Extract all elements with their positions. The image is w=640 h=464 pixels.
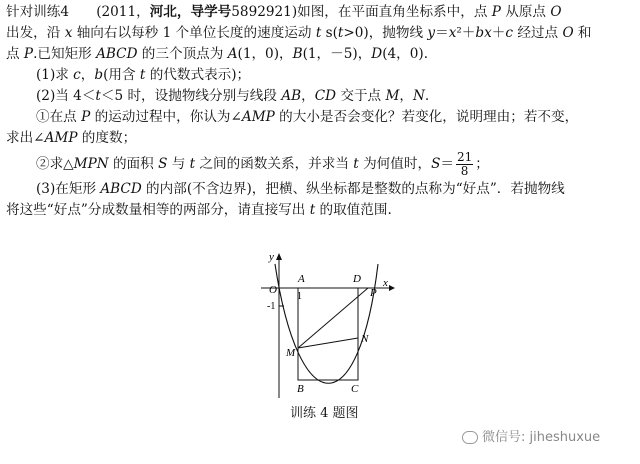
text-segment: t [337, 25, 344, 41]
text-segment: B [292, 46, 303, 62]
text-segment: 的内部(不含边界)，把横、纵坐标都是整数的点称为“好点”．若抛物线 [141, 181, 565, 197]
text-segment: s( [321, 25, 338, 41]
fraction-numerator: 21 [456, 150, 473, 164]
text-segment: 与 [167, 156, 190, 172]
coordinate-figure [255, 248, 405, 403]
text-segment: ①在点 [36, 109, 82, 125]
text-segment: 河北，导学号 [149, 4, 232, 20]
text-segment: 的面积 [108, 156, 159, 172]
text-segment: (3)在矩形 [36, 181, 101, 197]
label-c: C [351, 383, 359, 395]
text-segment: c [73, 67, 81, 83]
text-line [6, 149, 634, 179]
wechat-icon [462, 431, 478, 444]
text-line [6, 2, 634, 23]
text-segment: 为何值时， [358, 156, 432, 172]
label-x: x [383, 277, 388, 289]
wechat-text: 微信号: jiheshuxue [482, 430, 601, 445]
text-segment: M [385, 88, 400, 104]
x-axis-arrow [389, 285, 395, 291]
text-segment: S [158, 156, 168, 172]
label-o: O [269, 284, 277, 296]
text-segment: O [550, 4, 562, 20]
text-segment: (1)求 [36, 67, 74, 83]
label-m: M [286, 347, 296, 359]
text-segment: P [491, 4, 501, 20]
text-segment: ＋ [491, 25, 506, 41]
text-segment: ＝ [440, 156, 454, 172]
text-segment: ＝ [435, 25, 449, 41]
text-segment: 5892921 [231, 4, 292, 20]
figure-caption: 训练 4 题图 [290, 406, 359, 421]
text-segment: t [95, 88, 101, 104]
text-segment: )如图，在平面直角坐标系中，点 [291, 4, 492, 20]
wechat-watermark [462, 426, 600, 445]
problem-text [6, 2, 634, 221]
text-segment: 的代数式表示)； [145, 67, 251, 83]
text-segment: (4，0). [382, 46, 429, 62]
text-segment: 的大小是否会变化？若变化，说明理由；若不变， [274, 109, 579, 125]
text-segment: CD [314, 88, 337, 104]
text-segment: 的取值范围. [315, 202, 392, 218]
text-segment: 针对训练4 (2011， [6, 4, 150, 20]
label-y: y [269, 251, 274, 263]
text-segment: ， [80, 67, 95, 83]
text-line [6, 179, 634, 200]
text-segment: (1，0)， [237, 46, 293, 62]
text-line [6, 65, 634, 86]
text-segment: ²＋ [456, 25, 476, 41]
text-segment: O [562, 25, 574, 41]
rectangle-abcd [298, 288, 358, 380]
text-segment: P [81, 109, 91, 125]
text-segment: ABCD [100, 181, 142, 197]
text-segment: ， [301, 88, 315, 104]
text-segment: 求出∠ [6, 130, 45, 146]
text-line [6, 44, 634, 65]
text-segment: t [315, 25, 322, 41]
text-segment: 将这些“好点”分成数量相等的两部分，请直接写出 [6, 202, 310, 218]
text-segment: 的度数； [77, 130, 137, 146]
text-segment: 出发，沿 [6, 25, 65, 41]
text-segment: P [23, 46, 34, 62]
text-segment: D [371, 46, 383, 62]
text-segment: c [505, 25, 513, 41]
text-line [6, 128, 634, 149]
text-line [6, 200, 634, 221]
text-segment: S [431, 156, 441, 172]
text-segment: 经过点 [513, 25, 563, 41]
fraction [456, 151, 473, 178]
text-segment: ＜5 时，设抛物线分别与线段 [100, 88, 282, 104]
text-segment: 的运动过程中，你认为∠ [90, 109, 242, 125]
text-segment: x [448, 25, 457, 41]
text-segment: 交于点 [336, 88, 386, 104]
text-segment: (1，－5)， [302, 46, 372, 62]
label-n: N [361, 333, 369, 345]
text-segment: MPN [73, 156, 109, 172]
text-line [6, 107, 634, 128]
label-a: A [298, 273, 305, 285]
text-segment: AB [281, 88, 302, 104]
segment-mn [298, 338, 358, 348]
text-line [6, 23, 634, 44]
label-b: B [297, 383, 304, 395]
text-segment: 轴向右以每秒 1 个单位长度的速度运动 [72, 25, 316, 41]
text-segment: x [64, 25, 73, 41]
text-segment: (2)当 4＜ [36, 88, 96, 104]
text-segment: ABCD [96, 46, 138, 62]
text-line [6, 86, 634, 107]
y-axis-arrow [276, 253, 282, 260]
text-segment: A [227, 46, 238, 62]
text-segment: 的三个顶点为 [137, 46, 228, 62]
text-segment: 之间的函数关系，并求当 [195, 156, 354, 172]
text-segment: b [94, 67, 104, 83]
label-p: P [370, 287, 377, 299]
label-neg1: -1 [267, 301, 276, 312]
text-segment: t [189, 156, 196, 172]
text-segment: N [412, 88, 425, 104]
text-segment: t [139, 67, 146, 83]
text-segment: >0)，抛物线 [343, 25, 428, 41]
text-segment: t [309, 202, 316, 218]
text-segment: ； [475, 156, 489, 172]
text-segment: . [424, 88, 430, 104]
text-segment: t [353, 156, 359, 172]
text-segment: AMP [241, 109, 275, 125]
text-segment: ②求△ [36, 156, 74, 172]
text-segment: .已知矩形 [33, 46, 97, 62]
text-segment: y [427, 25, 436, 41]
text-segment: (用含 [103, 67, 140, 83]
label-d: D [353, 273, 361, 285]
fraction-denominator: 8 [460, 164, 469, 178]
text-segment: 点 [6, 46, 24, 62]
text-segment: bx [475, 25, 492, 41]
text-segment: AMP [44, 130, 78, 146]
text-segment: ， [399, 88, 413, 104]
text-segment: 和 [573, 25, 592, 41]
label-one: 1 [297, 291, 302, 302]
text-segment: 从原点 [500, 4, 551, 20]
